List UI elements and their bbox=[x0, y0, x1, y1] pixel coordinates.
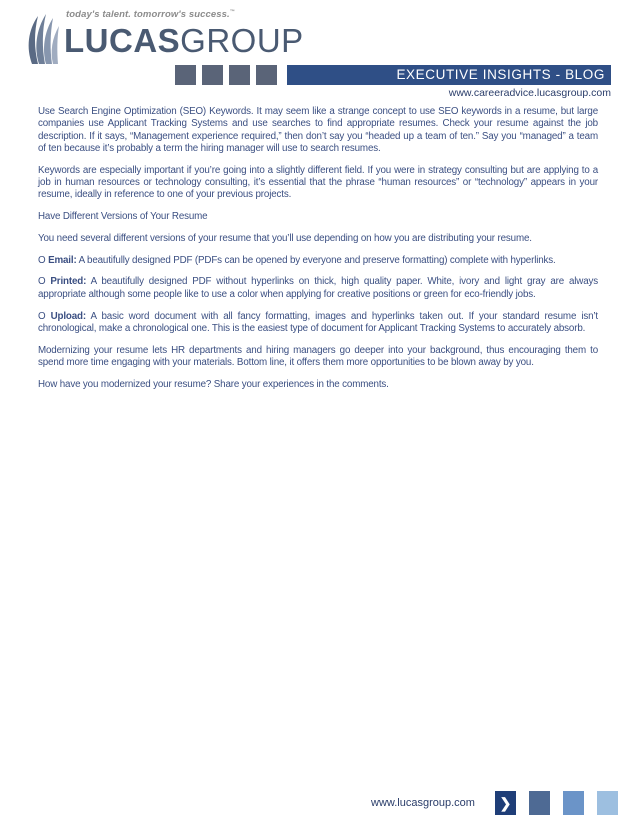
header-bar bbox=[287, 65, 611, 85]
lucas-swoosh-icon bbox=[22, 8, 66, 66]
header-square-3 bbox=[229, 65, 250, 85]
header-square-4 bbox=[256, 65, 277, 85]
bullet-email: O Email: A beautifully designed PDF (PDFs can be opened by everyone and preserve formatting) complete with hyperlinks. bbox=[38, 254, 556, 266]
footer-square-4 bbox=[597, 791, 618, 815]
header-square-2 bbox=[202, 65, 223, 85]
tagline: today's talent. tomorrow's success.™ bbox=[66, 9, 235, 21]
site-url-link[interactable]: www.careeradvice.lucasgroup.com bbox=[448, 87, 611, 99]
article-body bbox=[38, 106, 598, 401]
next-page-button[interactable] bbox=[495, 791, 516, 815]
paragraph-versions: You need several different versions of your resume that you’ll use depending on how you are distributing your resume. bbox=[38, 232, 532, 244]
footer-square-2 bbox=[529, 791, 550, 815]
chevron-right-icon: ❯ bbox=[499, 794, 512, 811]
bullet-printed: O Printed: A beautifully designed PDF without hyperlinks on thick, high quality paper. White, ivory and light gray are always appropriate although some people like to use a color when applying for creative positions or green for eco-friendly jobs. bbox=[38, 276, 598, 300]
bullet-upload: O Upload: A basic word document with all fancy formatting, images and hyperlinks taken out. If your standard resume isn’t chronological, make a chronological one. This is the easiest type of document for Applicant Tracking Systems to accurately absorb. bbox=[38, 310, 598, 334]
header-square-1 bbox=[175, 65, 196, 85]
brand-name: LUCASGROUP bbox=[64, 22, 304, 59]
footer-square-3 bbox=[563, 791, 584, 815]
paragraph-seo: Use Search Engine Optimization (SEO) Keywords. It may seem like a strange concept to use SEO keywords in a resume, but large companies use Applicant Tracking Systems and use searches to find appropriate resumes. Check your resume against the job description. If it says, “Management experience required,” then don’t say you “headed up a team of ten.” Say you “managed” a team of ten because it’s probably a term the hiring manager will use to search resumes. bbox=[38, 106, 598, 154]
paragraph-modernizing: Modernizing your resume lets HR departments and hiring managers go deeper into your background, thus encouraging them to spend more time engaging with your materials. Bottom line, it offers them more opportunities to be blown away by you. bbox=[38, 344, 598, 368]
section-heading: Have Different Versions of Your Resume bbox=[38, 211, 208, 223]
paragraph-question: How have you modernized your resume? Share your experiences in the comments. bbox=[38, 378, 389, 390]
paragraph-keywords: Keywords are especially important if you’re going into a slightly different field. If you were in strategy consulting but are applying to a job in human resources or technology consulting, it’s essential that the phrase “human resources” or “technology” appears in your resume, ideally in reference to one of your previous projects. bbox=[38, 164, 598, 201]
footer-url-link[interactable]: www.lucasgroup.com bbox=[371, 797, 475, 809]
blog-title: EXECUTIVE INSIGHTS - BLOG bbox=[396, 67, 605, 82]
